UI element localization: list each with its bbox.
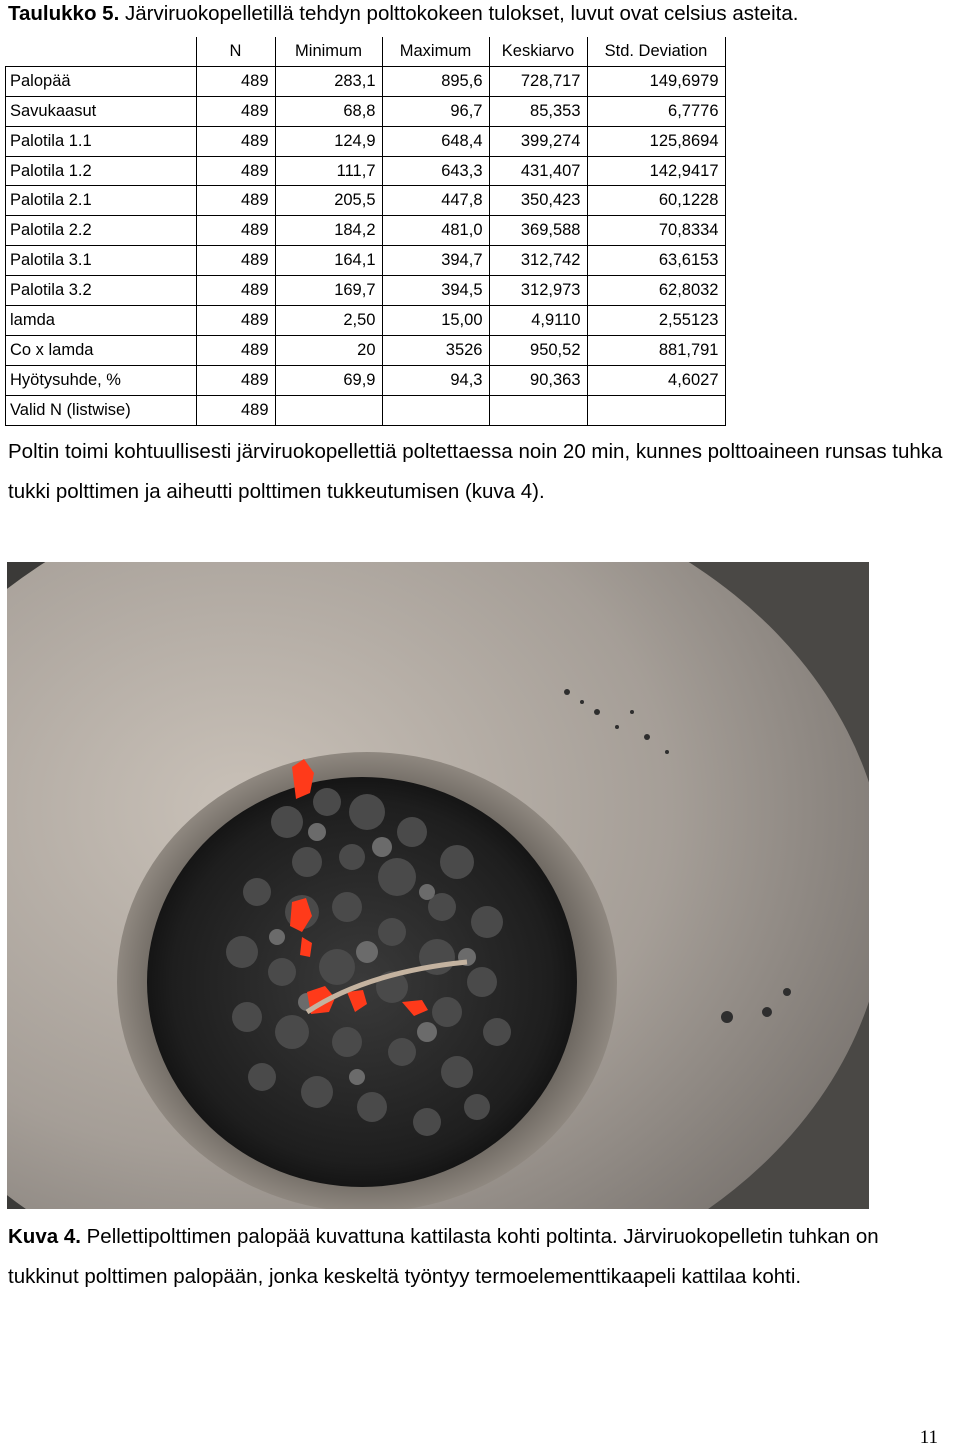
table-row bbox=[6, 156, 726, 186]
table-cell bbox=[275, 395, 382, 425]
row-label-cell: Savukaasut bbox=[6, 96, 197, 126]
table-cell bbox=[587, 395, 725, 425]
table-header-cell: N bbox=[196, 37, 275, 66]
table-cell: 2,55123 bbox=[587, 306, 725, 336]
table-cell: 164,1 bbox=[275, 246, 382, 276]
table-cell: 6,7776 bbox=[587, 96, 725, 126]
statistics-table bbox=[5, 37, 726, 426]
table-row bbox=[6, 306, 726, 336]
row-label-cell: Valid N (listwise) bbox=[6, 395, 197, 425]
table-header-cell: Keskiarvo bbox=[489, 37, 587, 66]
table-row bbox=[6, 216, 726, 246]
table-cell: 70,8334 bbox=[587, 216, 725, 246]
table-cell: 149,6979 bbox=[587, 66, 725, 96]
row-label-cell: Palotila 2.2 bbox=[6, 216, 197, 246]
figure-caption-text: Pellettipolttimen palopää kuvattuna kattilasta kohti poltinta. Järviruokopelletin tuhkan on tukkinut polttimen palopään, jonka keskeltä työntyy termoelementtikaapeli kattilaa kohti. bbox=[8, 1225, 879, 1288]
table-cell: 184,2 bbox=[275, 216, 382, 246]
table-header-cell bbox=[6, 37, 197, 66]
table-caption-label: Taulukko 5. bbox=[8, 2, 120, 25]
table-cell: 489 bbox=[196, 126, 275, 156]
table-caption bbox=[8, 2, 798, 26]
table-cell: 643,3 bbox=[382, 156, 489, 186]
table-cell: 312,973 bbox=[489, 276, 587, 306]
table-cell: 489 bbox=[196, 96, 275, 126]
table-cell: 881,791 bbox=[587, 335, 725, 365]
row-label-cell: Palopää bbox=[6, 66, 197, 96]
table-cell: 60,1228 bbox=[587, 186, 725, 216]
table-cell: 205,5 bbox=[275, 186, 382, 216]
table-cell: 489 bbox=[196, 335, 275, 365]
table-row bbox=[6, 365, 726, 395]
page-number: 11 bbox=[919, 1427, 938, 1448]
row-label-cell: Palotila 1.2 bbox=[6, 156, 197, 186]
table-cell: 394,7 bbox=[382, 246, 489, 276]
table-cell: 431,407 bbox=[489, 156, 587, 186]
row-label-cell: Palotila 2.1 bbox=[6, 186, 197, 216]
table-cell: 950,52 bbox=[489, 335, 587, 365]
table-cell bbox=[382, 395, 489, 425]
figure-caption-label: Kuva 4. bbox=[8, 1225, 81, 1248]
table-cell: 489 bbox=[196, 216, 275, 246]
table-cell: 63,6153 bbox=[587, 246, 725, 276]
table-cell: 489 bbox=[196, 66, 275, 96]
table-cell: 481,0 bbox=[382, 216, 489, 246]
table-cell: 90,363 bbox=[489, 365, 587, 395]
table-cell: 68,8 bbox=[275, 96, 382, 126]
table-row bbox=[6, 246, 726, 276]
table-row bbox=[6, 66, 726, 96]
table-row bbox=[6, 335, 726, 365]
body-paragraph: Poltin toimi kohtuullisesti järviruokopellettiä poltettaessa noin 20 min, kunnes polttoaineen runsas tuhka tukki polttimen ja aiheutti polttimen tukkeutumisen (kuva 4). bbox=[8, 440, 943, 503]
table-cell: 489 bbox=[196, 276, 275, 306]
table-header-row bbox=[6, 37, 726, 66]
table-cell: 96,7 bbox=[382, 96, 489, 126]
table-cell: 169,7 bbox=[275, 276, 382, 306]
table-header-cell: Maximum bbox=[382, 37, 489, 66]
table-cell: 124,9 bbox=[275, 126, 382, 156]
table-cell: 283,1 bbox=[275, 66, 382, 96]
table-cell: 142,9417 bbox=[587, 156, 725, 186]
table-cell bbox=[489, 395, 587, 425]
table-cell: 369,588 bbox=[489, 216, 587, 246]
table-header-cell: Minimum bbox=[275, 37, 382, 66]
row-label-cell: Co x lamda bbox=[6, 335, 197, 365]
burner-head-photo bbox=[7, 562, 869, 1209]
figure-caption bbox=[8, 1217, 953, 1297]
table-cell: 895,6 bbox=[382, 66, 489, 96]
table-cell: 69,9 bbox=[275, 365, 382, 395]
table-cell: 15,00 bbox=[382, 306, 489, 336]
row-label-cell: Palotila 3.2 bbox=[6, 276, 197, 306]
table-cell: 20 bbox=[275, 335, 382, 365]
table-cell: 489 bbox=[196, 246, 275, 276]
row-label-cell: Hyötysuhde, % bbox=[6, 365, 197, 395]
table-cell: 648,4 bbox=[382, 126, 489, 156]
table-cell: 489 bbox=[196, 186, 275, 216]
table-cell: 312,742 bbox=[489, 246, 587, 276]
table-cell: 3526 bbox=[382, 335, 489, 365]
table-cell: 2,50 bbox=[275, 306, 382, 336]
table-cell: 399,274 bbox=[489, 126, 587, 156]
table-cell: 111,7 bbox=[275, 156, 382, 186]
table-cell: 4,9110 bbox=[489, 306, 587, 336]
table-cell: 489 bbox=[196, 395, 275, 425]
table-row bbox=[6, 126, 726, 156]
table-row bbox=[6, 395, 726, 425]
table-cell: 489 bbox=[196, 365, 275, 395]
table-cell: 350,423 bbox=[489, 186, 587, 216]
table-caption-text: Järviruokopelletillä tehdyn polttokokeen tulokset, luvut ovat celsius asteita. bbox=[119, 2, 799, 25]
row-label-cell: Palotila 3.1 bbox=[6, 246, 197, 276]
row-label-cell: lamda bbox=[6, 306, 197, 336]
table-cell: 394,5 bbox=[382, 276, 489, 306]
table-cell: 489 bbox=[196, 156, 275, 186]
table-cell: 85,353 bbox=[489, 96, 587, 126]
table-cell: 489 bbox=[196, 306, 275, 336]
table-cell: 447,8 bbox=[382, 186, 489, 216]
row-label-cell: Palotila 1.1 bbox=[6, 126, 197, 156]
table-cell: 728,717 bbox=[489, 66, 587, 96]
table-cell: 4,6027 bbox=[587, 365, 725, 395]
table-cell: 125,8694 bbox=[587, 126, 725, 156]
table-cell: 94,3 bbox=[382, 365, 489, 395]
table-row bbox=[6, 96, 726, 126]
table-body bbox=[6, 66, 726, 425]
table-cell: 62,8032 bbox=[587, 276, 725, 306]
table-row bbox=[6, 276, 726, 306]
table-row bbox=[6, 186, 726, 216]
table-header-cell: Std. Deviation bbox=[587, 37, 725, 66]
